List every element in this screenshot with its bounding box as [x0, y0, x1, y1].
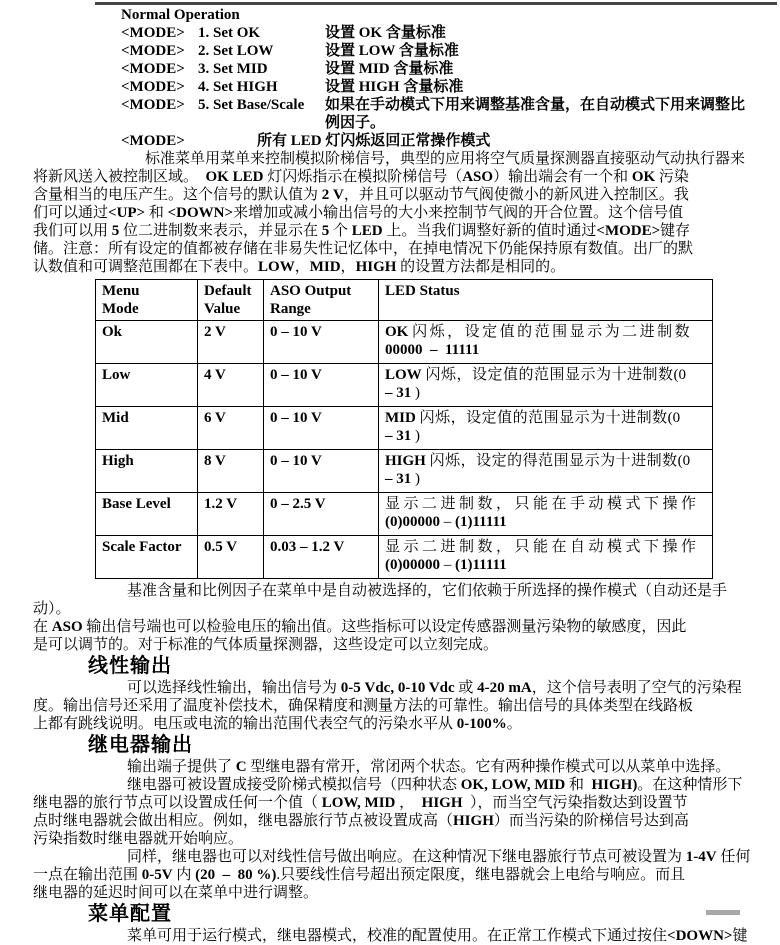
cell-range: 0 – 2.5 V: [264, 493, 379, 536]
cell-led-status: LOW 闪烁，设定值的范围显示为十进制数(0 – 31 ): [379, 364, 713, 407]
header-menu-mode: Menu Mode: [96, 280, 198, 321]
cell-led-status: MID 闪烁，设定值的范围显示为十进制数(0 – 31 ): [379, 407, 713, 450]
mode-key: <MODE>: [121, 97, 185, 113]
cell-default: 8 V: [198, 450, 264, 493]
mode-setting: 5. Set Base/Scale: [198, 97, 305, 113]
cell-mode: Base Level: [96, 493, 198, 536]
cell-default: 2 V: [198, 321, 264, 364]
cell-led-status: OK 闪烁，设定值的范围显示为二进制数 00000 – 11111: [379, 321, 713, 364]
mode-desc: 设置 HIGH 含量标准: [325, 79, 464, 95]
cell-mode: Scale Factor: [96, 536, 198, 579]
cell-range: 0.03 – 1.2 V: [264, 536, 379, 579]
table-row-low: [96, 364, 713, 407]
mode-key: <MODE>: [121, 133, 185, 149]
mode-row-set-high: [121, 78, 755, 96]
mode-desc: 设置 MID 含量标准: [325, 61, 454, 77]
header-led-status: LED Status: [379, 280, 713, 321]
table-row-ok: [96, 321, 713, 364]
mode-desc: 设置 LOW 含量标准: [325, 43, 459, 59]
relay-output-paragraph-3: 同样，继电器也可以对线性信号做出响应。在这种情况下继电器旅行节点可被设置为 1-4V 任何 一点在输出范围 0-5V 内 (20 – 80 %).只要线性信号超出预定限度，继电器就会上电给与响应。而且 继电器的延迟时间可以在菜单中进行调整。: [33, 849, 751, 901]
cell-range: 0 – 10 V: [264, 364, 379, 407]
cell-led-status: 显示二进制数，只能在自动模式下操作 (0)00000 – (1)11111: [379, 536, 713, 579]
linear-output-paragraph: 可以选择线性输出，输出信号为 0-5 Vdc, 0-10 Vdc 或 4-20 mA，这个信号表明了空气的污染程 度。输出信号还采用了温度补偿技术，确保精度和测量方法的可靠性。输出信号的具体类型在线路板 上都有跳线说明。电压或电流的输出范围代表空气的污染水平从 0-100%。: [33, 680, 742, 732]
section-heading-linear-output: 线性输出: [88, 655, 172, 677]
mode-key: <MODE>: [121, 79, 185, 95]
page-content: [33, 6, 755, 945]
relay-output-paragraph-2: 继电器可被设置成接受阶梯式模拟信号（四种状态 OK, LOW, MID 和 HIGH)。在这种情形下 继电器的旅行节点可以设置成任何一个值（ LOW, MID ， HIGH ），而当空气污染指数达到设置节 点时继电器就会做出相应。例如，继电器旅行节点被设置成高（HIGH）而当污染的阶梯信号达到高 污染指数时继电器就开始响应。: [33, 777, 743, 847]
after-table-paragraph: 基准含量和比例因子在菜单中是自动被选择的，它们依赖于所选择的操作模式（自动还是手动）。 在 ASO 输出信号端也可以检验电压的输出值。这些指标可以设定传感器测量污染物的敏感度，因此 是可以调节的。对于标准的气体质量探测器，这些设定可以立刻完成。: [33, 583, 728, 653]
mode-menu-title: Normal Operation: [121, 7, 240, 23]
cell-led-status: HIGH 闪烁，设定的得范围显示为十进制数(0 – 31 ): [379, 450, 713, 493]
mode-setting: 3. Set MID: [198, 61, 268, 77]
table-row-scale-factor: [96, 536, 713, 579]
page-top-rule: [95, 2, 777, 5]
cell-range: 0 – 10 V: [264, 321, 379, 364]
header-aso-output-range: ASO Output Range: [264, 280, 379, 321]
page-bottom-scan-artifact: [706, 910, 740, 915]
cell-mode: High: [96, 450, 198, 493]
section-heading-relay-output: 继电器输出: [88, 734, 193, 756]
mode-key: <MODE>: [121, 25, 185, 41]
table-row-high: [96, 450, 713, 493]
relay-output-paragraph-1: 输出端子提供了 C 型继电器有常开，常闭两个状态。它有两种操作模式可以从菜单中选择。: [127, 759, 731, 775]
settings-table: [95, 279, 713, 579]
mode-row-set-ok: [121, 24, 755, 42]
mode-row-return-normal: [121, 132, 755, 150]
mode-key: <MODE>: [121, 61, 185, 77]
mode-menu-block: [121, 6, 755, 150]
cell-default: 1.2 V: [198, 493, 264, 536]
cell-default: 4 V: [198, 364, 264, 407]
cell-led-status: 显示二进制数，只能在手动模式下操作 (0)00000 – (1)11111: [379, 493, 713, 536]
mode-desc: 如果在手动模式下用来调整基准含量，在自动模式下用来调整比例因子。: [325, 97, 746, 131]
mode-row-set-mid: [121, 60, 755, 78]
cell-mode: Low: [96, 364, 198, 407]
table-row-base-level: [96, 493, 713, 536]
mode-setting: 4. Set HIGH: [198, 79, 278, 95]
cell-mode: Ok: [96, 321, 198, 364]
table-row-mid: [96, 407, 713, 450]
table-header-row: [96, 280, 713, 321]
cell-mode: Mid: [96, 407, 198, 450]
intro-paragraph: 标准菜单用菜单来控制模拟阶梯信号，典型的应用将空气质量探测器直接驱动气动执行器来 将新风送入被控制区域。 OK LED 灯闪烁指示在模拟阶梯信号（ASO）输出端会有一个和 OK 污染 含量相当的电压产生。这个信号的默认值为 2 V，并且可以驱动节气阀使微小的新风进入控制区。我 们可以通过<UP> 和 <DOWN>来增加或减小输出信号的大小来控制节气阀的开合位置。这个信号值 我们可以用 5 位二进制数来表示，并显示在 5 个 LED 上。当我们调整好新的值时通过<MODE>键存 储。注意：所有设定的值都被存储在非易失性记忆体中，在掉电情况下仍能保持原有数值。出厂的默 认数值和可调整范围都在下表中。LOW，MID，HIGH 的设置方法都是相同的。: [33, 151, 746, 275]
mode-desc: 设置 OK 含量标准: [325, 25, 446, 41]
cell-default: 0.5 V: [198, 536, 264, 579]
mode-key: <MODE>: [121, 43, 185, 59]
header-default-value: Default Value: [198, 280, 264, 321]
cell-range: 0 – 10 V: [264, 407, 379, 450]
mode-row-set-base-scale: [121, 96, 755, 132]
mode-setting: 2. Set LOW: [198, 43, 274, 59]
mode-setting: 1. Set OK: [198, 25, 261, 41]
section-heading-menu-config: 菜单配置: [88, 903, 172, 925]
menu-config-paragraph: 菜单可用于运行模式，继电器模式，校准的配置使用。在正常工作模式下通过按住<DOWN>键: [127, 928, 748, 944]
mode-row-set-low: [121, 42, 755, 60]
cell-default: 6 V: [198, 407, 264, 450]
mode-desc: 所有 LED 灯闪烁返回正常操作模式: [257, 133, 491, 149]
cell-range: 0 – 10 V: [264, 450, 379, 493]
